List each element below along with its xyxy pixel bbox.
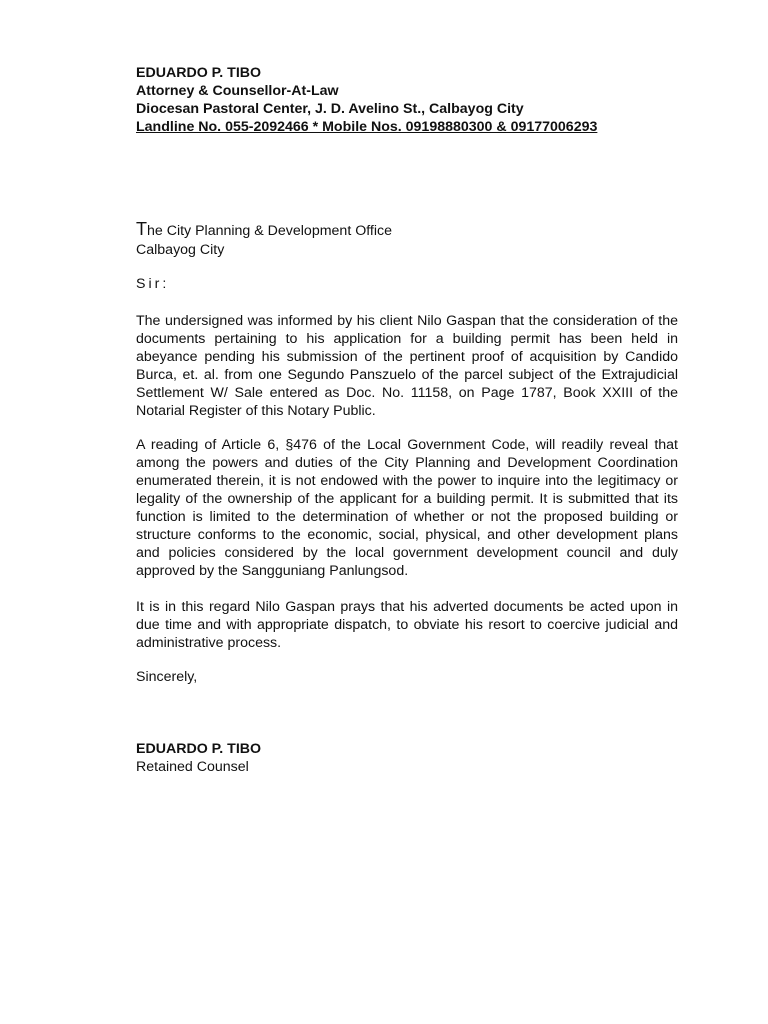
signature-name: EDUARDO P. TIBO [136,741,262,757]
body-paragraph-2: A reading of Article 6, §476 of the Local Government Code, will readily reveal that among the powers and duties of the City Planning and Development Coordination enumerated therein, it is not endowed with the power to inquire into the legitimacy or legality of the ownership of the applicant for a building permit. It is submitted that its function is limited to the determination of whether or not the proposed building or structure conforms to the economic, social, physical, and other development plans and policies considered by the local government development council and duly approved by the Sangguniang Panlungsod. [136,437,678,579]
addressee-city: Calbayog City [136,242,225,258]
body-paragraph-1: The undersigned was informed by his client Nilo Gaspan that the consideration of the documents pertaining to his application for a building permit has been held in abeyance pending his submission of the pertinent proof of acquisition by Candido Burca, et. al. from one Segundo Panszuelo of the parcel subject of the Extrajudicial Settlement W/ Sale entered as Doc. No. 11158, on Page 1787, Book XXIII of the Notarial Register of this Notary Public. [136,313,678,419]
sender-name: EDUARDO P. TIBO [136,65,262,81]
letterhead [136,64,696,136]
sender-address: Diocesan Pastoral Center, J. D. Avelino St., Calbayog City [136,101,524,117]
body-paragraph-3: It is in this regard Nilo Gaspan prays that his adverted documents be acted upon in due time and with appropriate dispatch, to obviate his resort to coercive judicial and administrative process. [136,599,678,651]
addressee-line-1 [136,220,392,241]
sender-title: Attorney & Counsellor-At-Law [136,83,339,99]
salutation: Sir: [136,276,170,292]
addressee-initial: T [136,219,147,239]
signature-block [136,740,261,776]
addressee-office: he City Planning & Development Office [147,223,392,239]
addressee-block [136,220,392,260]
closing: Sincerely, [136,669,198,685]
signature-role: Retained Counsel [136,759,249,775]
sender-contact: Landline No. 055-2092466 * Mobile Nos. 09198880300 & 09177006293 [136,119,598,135]
